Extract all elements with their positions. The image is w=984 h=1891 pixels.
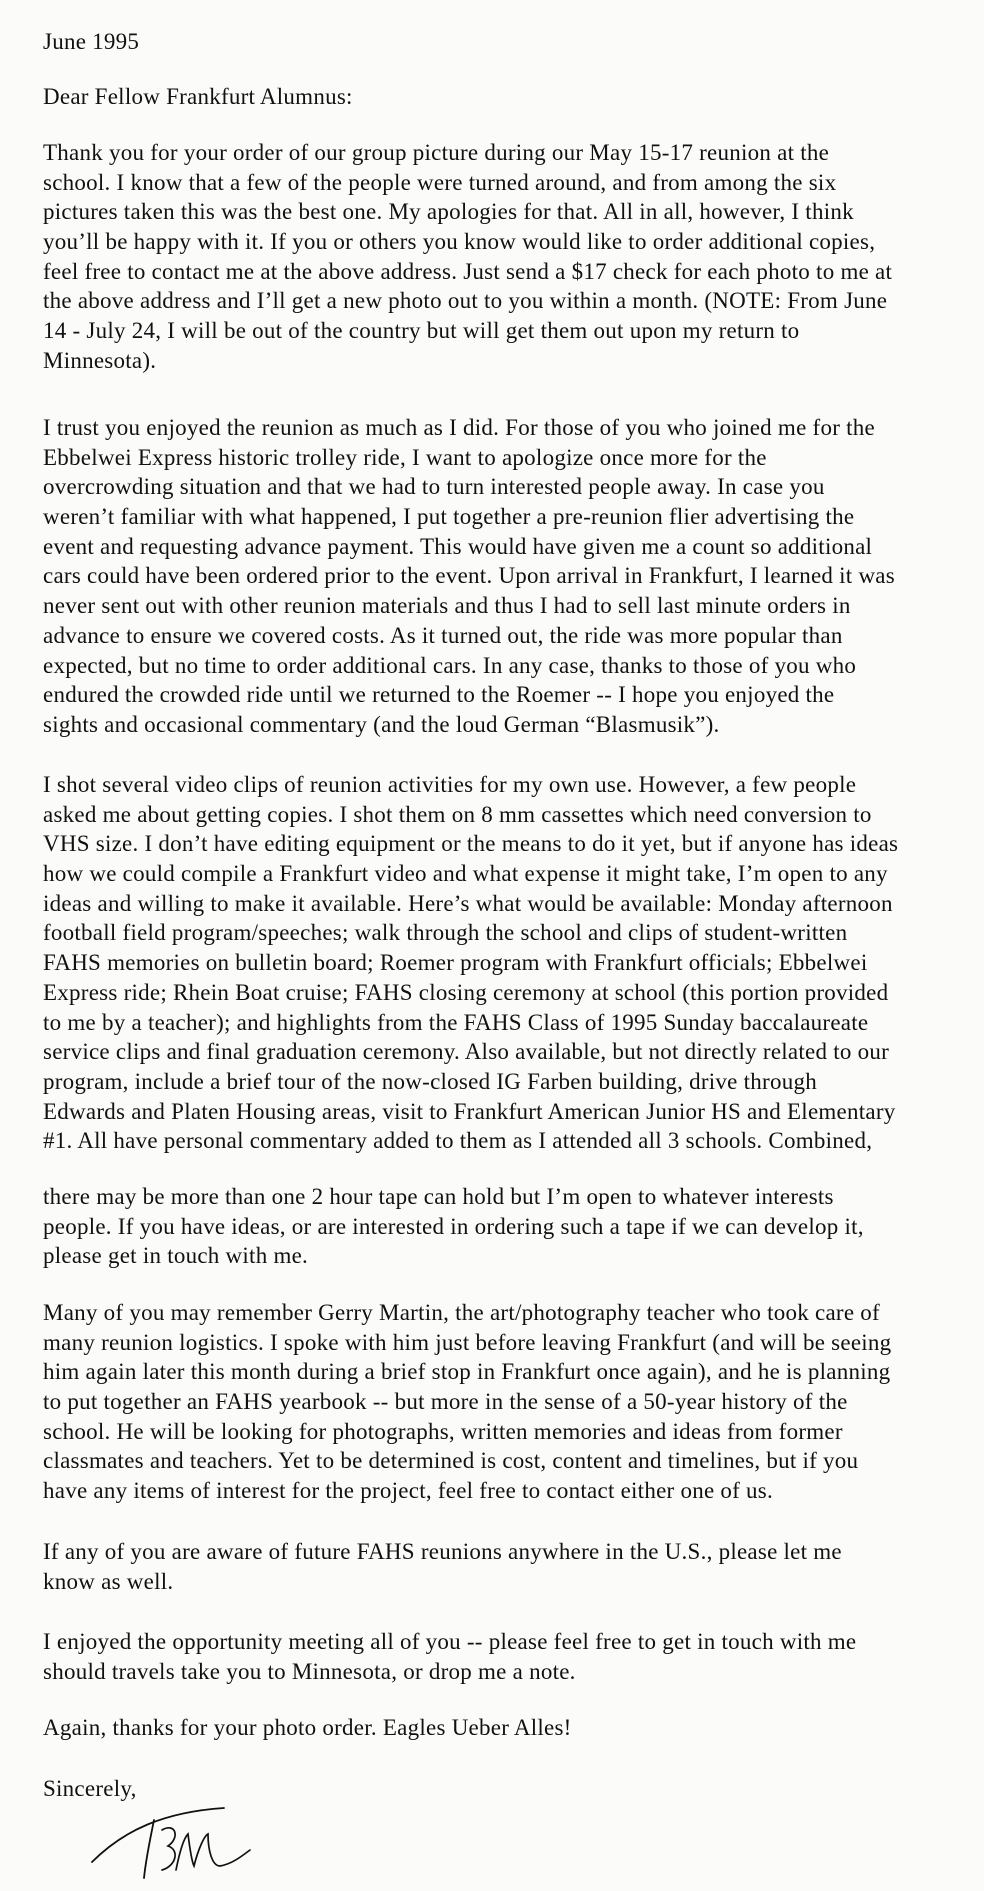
text-line: should travels take you to Minnesota, or drop me a note. [43, 1658, 576, 1684]
text-line: how we could compile a Frankfurt video and what expense it might take, I’m open to any [43, 861, 888, 887]
text-line: have any items of interest for the project, feel free to contact either one of us. [43, 1478, 774, 1504]
text-line: the above address and I’ll get a new photo out to you within a month. (NOTE: From June [43, 288, 888, 314]
text-line: school. He will be looking for photographs, written memories and ideas from former [43, 1418, 843, 1444]
text-line: many reunion logistics. I spoke with him just before leaving Frankfurt (and will be seeing [43, 1329, 892, 1355]
date-text: June 1995 [43, 29, 140, 54]
text-line: sights and occasional commentary (and the loud German “Blasmusik”). [43, 711, 720, 737]
paragraph-order-photo [43, 138, 973, 376]
salutation-text: Dear Fellow Frankfurt Alumnus: [43, 84, 353, 109]
text-line: please get in touch with me. [43, 1243, 309, 1269]
text-line: overcrowding situation and that we had to turn interested people away. In case you [43, 474, 825, 500]
signature-stroke-t-stem [144, 1820, 154, 1878]
paragraph-video-tape [43, 1182, 973, 1271]
letter-salutation [43, 82, 973, 112]
text-line: Thank you for your order of our group picture during our May 15-17 reunion at the [43, 140, 830, 165]
text-line: #1. All have personal commentary added to them as I attended all 3 schools. Combined, [43, 1128, 873, 1154]
text-line: I enjoyed the opportunity meeting all of you -- please feel free to get in touch with me [43, 1629, 857, 1654]
text-line: weren’t familiar with what happened, I put together a pre-reunion flier advertising the [43, 504, 855, 530]
paragraph-yearbook [43, 1298, 973, 1506]
text-line: people. If you have ideas, or are interested in ordering such a tape if we can develop it, [43, 1213, 864, 1239]
text-line: advance to ensure we covered costs. As it turned out, the ride was more popular than [43, 622, 843, 648]
handwritten-signature [84, 1800, 254, 1880]
paragraph-thanks [43, 1713, 973, 1743]
paragraph-trolley-ride [43, 413, 973, 740]
text-line: pictures taken this was the best one. My apologies for that. All in all, however, I think [43, 199, 854, 225]
text-line: school. I know that a few of the people were turned around, and from among the six [43, 169, 837, 195]
text-line: expected, but no time to order additional cars. In any case, thanks to those of you who [43, 652, 857, 678]
text-line: 14 - July 24, I will be out of the country but will get them out upon my return to [43, 318, 800, 344]
text-line: Minnesota). [43, 347, 157, 373]
text-line: cars could have been ordered prior to the event. Upon arrival in Frankfurt, I learned it was [43, 563, 895, 589]
signature-stroke-t-bar [92, 1808, 224, 1862]
text-line: Many of you may remember Gerry Martin, the art/photography teacher who took care of [43, 1300, 880, 1325]
text-line: never sent out with other reunion materials and thus I had to sell last minute orders in [43, 593, 851, 619]
text-line: feel free to contact me at the above address. Just send a $17 check for each photo to me at [43, 258, 893, 284]
letter-date [43, 27, 973, 57]
text-line: I trust you enjoyed the reunion as much as I did. For those of you who joined me for the [43, 415, 875, 440]
signature-stroke-m [176, 1834, 250, 1870]
text-line: him again later this month during a brief stop in Frankfurt once again), and he is planning [43, 1359, 891, 1385]
text-line: Express ride; Rhein Boat cruise; FAHS closing ceremony at school (this portion provided [43, 979, 889, 1005]
text-line: football field program/speeches; walk through the school and clips of student-written [43, 920, 848, 946]
paragraph-future-reunions [43, 1537, 973, 1596]
text-line: Edwards and Platen Housing areas, visit to Frankfurt American Junior HS and Elementary [43, 1098, 896, 1124]
text-line: to me by a teacher); and highlights from the FAHS Class of 1995 Sunday baccalaureate [43, 1009, 869, 1035]
closing-text: Sincerely, [43, 1776, 137, 1801]
text-line: classmates and teachers. Yet to be determined is cost, content and timelines, but if you [43, 1448, 859, 1474]
text-line: you’ll be happy with it. If you or others you know would like to order additional copies, [43, 229, 876, 255]
text-line: program, include a brief tour of the now-closed IG Farben building, drive through [43, 1068, 817, 1094]
text-line: I shot several video clips of reunion activities for my own use. However, a few people [43, 772, 857, 797]
text-line: asked me about getting copies. I shot them on 8 mm cassettes which need conversion to [43, 801, 872, 827]
text-line: to put together an FAHS yearbook -- but more in the sense of a 50-year history of the [43, 1389, 848, 1415]
text-line: event and requesting advance payment. This would have given me a count so additional [43, 533, 873, 559]
text-line: If any of you are aware of future FAHS reunions anywhere in the U.S., please let me [43, 1539, 842, 1564]
signature-stroke-o [162, 1828, 175, 1870]
text-line: know as well. [43, 1568, 174, 1594]
paragraph-keep-in-touch [43, 1627, 973, 1686]
text-line: ideas and willing to make it available. Here’s what would be available: Monday afternoon [43, 890, 893, 916]
text-line: there may be more than one 2 hour tape can hold but I’m open to whatever interests [43, 1184, 834, 1209]
text-line: endured the crowded ride until we returned to the Roemer -- I hope you enjoyed the [43, 682, 835, 708]
text-line: VHS size. I don’t have editing equipment or the means to do it yet, but if anyone has ideas [43, 831, 899, 857]
text-line: Again, thanks for your photo order. Eagles Ueber Alles! [43, 1715, 572, 1740]
text-line: service clips and final graduation ceremony. Also available, but not directly related to our [43, 1039, 890, 1065]
text-line: FAHS memories on bulletin board; Roemer program with Frankfurt officials; Ebbelwei [43, 950, 868, 976]
text-line: Ebbelwei Express historic trolley ride, I want to apologize once more for the [43, 444, 767, 470]
paragraph-video-clips [43, 770, 973, 1156]
